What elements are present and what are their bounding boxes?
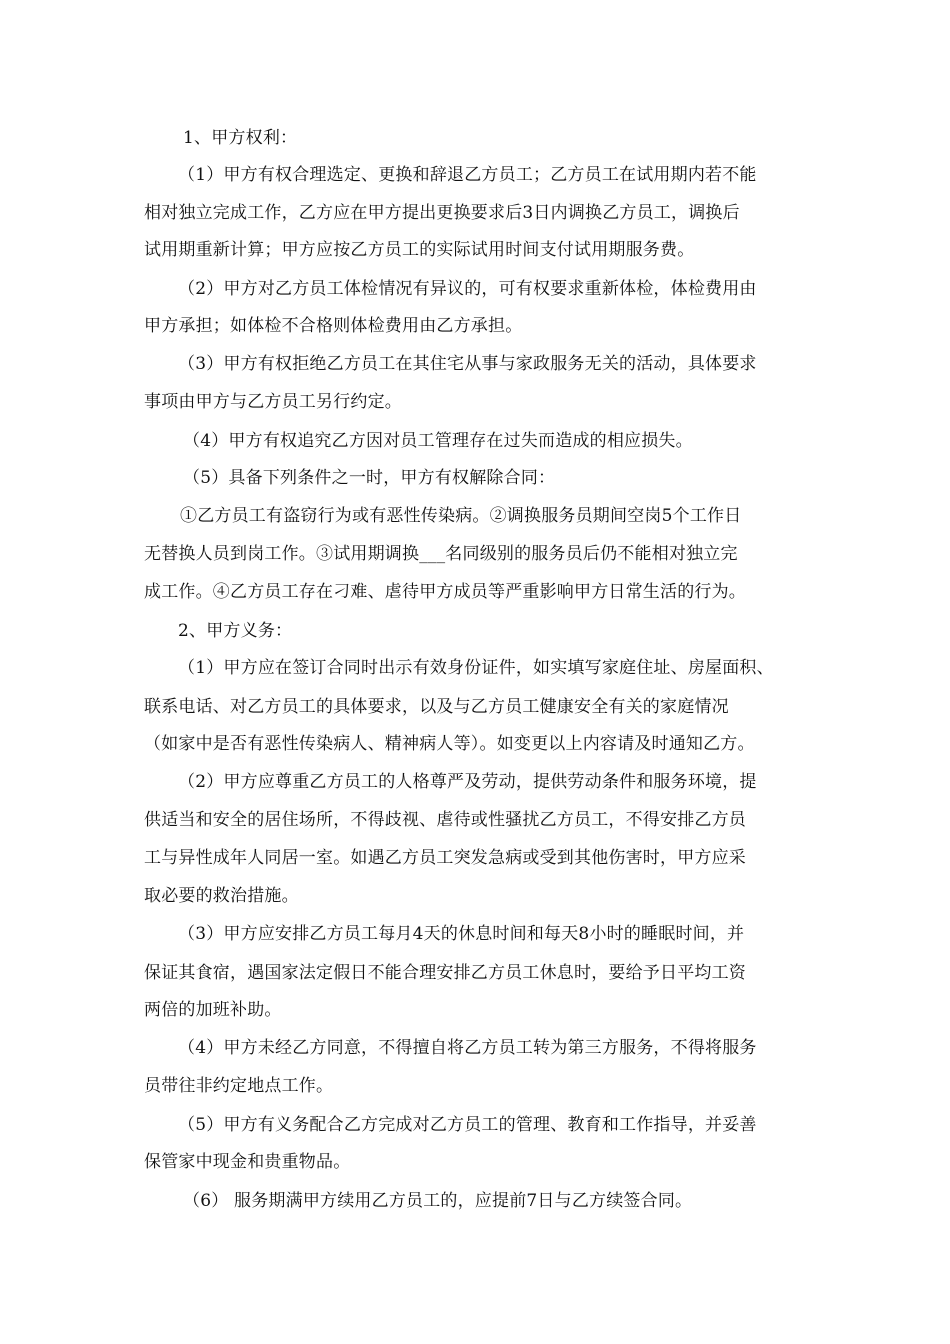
paragraph-line: （5）甲方有义务配合乙方完成对乙方员工的管理、教育和工作指导，并妥善 (178, 1115, 757, 1135)
paragraph-line: （1）甲方应在签订合同时出示有效身份证件，如实填写家庭住址、房屋面积、 (178, 658, 774, 678)
paragraph-line: 试用期重新计算；甲方应按乙方员工的实际试用时间支付试用期服务费。 (144, 240, 695, 260)
paragraph-line: （如家中是否有恶性传染病人、精神病人等）。如变更以上内容请及时通知乙方。 (144, 734, 755, 754)
paragraph-line: （3）甲方应安排乙方员工每月4天的休息时间和每天8小时的睡眠时间，并 (178, 924, 745, 944)
section-heading-party-a-obligations: 2、甲方义务： (178, 621, 293, 641)
paragraph-line: 取必要的救治措施。 (144, 886, 299, 906)
paragraph-line: ①乙方员工有盗窃行为或有恶性传染病。②调换服务员期间空岗5个工作日 (180, 506, 742, 526)
paragraph-line: 保管家中现金和贵重物品。 (144, 1152, 351, 1172)
paragraph-line: 供适当和安全的居住场所，不得歧视、虐待或性骚扰乙方员工，不得安排乙方员 (144, 810, 746, 830)
paragraph-line: 事项由甲方与乙方员工另行约定。 (144, 392, 402, 412)
paragraph-line: 无替换人员到岗工作。③试用期调换___名同级别的服务员后仍不能相对独立完 (144, 544, 738, 564)
paragraph-line: 两倍的加班补助。 (144, 1000, 282, 1020)
paragraph-line: （4）甲方未经乙方同意，不得擅自将乙方员工转为第三方服务，不得将服务 (178, 1038, 757, 1058)
paragraph-line: 成工作。④乙方员工存在刁难、虐待甲方成员等严重影响甲方日常生活的行为。 (144, 582, 746, 602)
paragraph-line: （6） 服务期满甲方续用乙方员工的，应提前7日与乙方续签合同。 (183, 1191, 693, 1211)
paragraph-line: 相对独立完成工作，乙方应在甲方提出更换要求后3日内调换乙方员工，调换后 (144, 203, 740, 223)
paragraph-line: （4）甲方有权追究乙方因对员工管理存在过失而造成的相应损失。 (183, 431, 693, 451)
paragraph-line: （1）甲方有权合理选定、更换和辞退乙方员工；乙方员工在试用期内若不能 (178, 165, 757, 185)
paragraph-line: （2）甲方应尊重乙方员工的人格尊严及劳动，提供劳动条件和服务环境，提 (178, 772, 757, 792)
paragraph-line: （5）具备下列条件之一时，甲方有权解除合同： (183, 468, 556, 488)
paragraph-line: 保证其食宿，遇国家法定假日不能合理安排乙方员工休息时，要给予日平均工资 (144, 963, 746, 983)
paragraph-line: （3）甲方有权拒绝乙方员工在其住宅从事与家政服务无关的活动，具体要求 (178, 354, 757, 374)
paragraph-line: 员带往非约定地点工作。 (144, 1076, 334, 1096)
paragraph-line: （2）甲方对乙方员工体检情况有异议的，可有权要求重新体检，体检费用由 (178, 279, 757, 299)
paragraph-line: 工与异性成年人同居一室。如遇乙方员工突发急病或受到其他伤害时，甲方应采 (144, 848, 746, 868)
section-heading-party-a-rights: 1、甲方权利： (183, 128, 298, 148)
paragraph-line: 甲方承担；如体检不合格则体检费用由乙方承担。 (144, 316, 523, 336)
paragraph-line: 联系电话、对乙方员工的具体要求，以及与乙方员工健康安全有关的家庭情况 (144, 697, 729, 717)
